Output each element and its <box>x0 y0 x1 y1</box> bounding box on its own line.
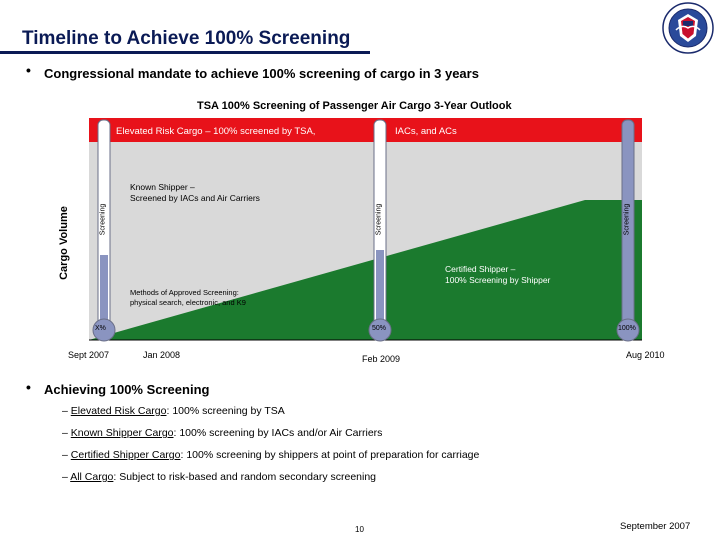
footer-date: September 2007 <box>620 521 691 532</box>
achieving-bullet: Achieving 100% Screening <box>44 382 210 397</box>
sub-item-text: : 100% screening by shippers at point of preparation for carriage <box>180 449 480 461</box>
thermometer-2-percent: 50% <box>372 325 387 332</box>
page-number: 10 <box>355 525 364 534</box>
page-title: Timeline to Achieve 100% Screening <box>22 28 351 49</box>
certified-shipper-label-line1: Certified Shipper – <box>445 264 516 274</box>
sub-item-label: All Cargo <box>70 471 114 483</box>
sub-item-elevated: – Elevated Risk Cargo: 100% screening by TSA <box>62 405 285 417</box>
thermometer-2-label: Screening <box>375 203 383 236</box>
sub-item-label: Elevated Risk Cargo <box>70 405 167 417</box>
thermometer-1-percent: X% <box>95 325 106 332</box>
sub-item-all: – All Cargo: Subject to risk-based and random secondary screening <box>62 471 377 483</box>
known-shipper-label-line1: Known Shipper – <box>130 182 195 192</box>
thermometer-3-label: Screening <box>623 203 631 236</box>
sub-item-known: – Known Shipper Cargo: 100% screening by IACs and/or Air Carriers <box>62 427 383 439</box>
thermometer-1-label: Screening <box>99 203 107 236</box>
methods-label-line1: Methods of Approved Screening: <box>130 288 239 297</box>
sub-item-text: : 100% screening by TSA <box>166 405 285 417</box>
sub-item-label: Known Shipper Cargo <box>70 427 174 439</box>
elevated-label-left: Elevated Risk Cargo – 100% screened by TSA, <box>116 126 316 137</box>
certified-shipper-label-line2: 100% Screening by Shipper <box>445 275 551 285</box>
mandate-bullet: Congressional mandate to achieve 100% screening of cargo in 3 years <box>44 66 479 81</box>
chart-title: TSA 100% Screening of Passenger Air Cargo 3-Year Outlook <box>197 100 512 112</box>
date-label-4: Aug 2010 <box>626 350 665 360</box>
bullet-dot: • <box>26 379 31 395</box>
methods-label-line2: physical search, electronic, and K9 <box>130 298 246 307</box>
date-label-2: Jan 2008 <box>143 350 181 360</box>
y-axis-label: Cargo Volume <box>58 206 70 280</box>
known-shipper-label-line2: Screened by IACs and Air Carriers <box>130 193 260 203</box>
sub-item-label: Certified Shipper Cargo <box>70 449 181 461</box>
date-label-3: Feb 2009 <box>362 354 401 364</box>
sub-item-certified: – Certified Shipper Cargo: 100% screening by shippers at point of preparation for carriage <box>62 449 480 461</box>
bullet-dot: • <box>26 62 31 78</box>
date-label-1: Sept 2007 <box>68 350 110 360</box>
sub-item-text: : Subject to risk-based and random secondary screening <box>113 471 377 483</box>
elevated-label-right: IACs, and ACs <box>395 126 457 137</box>
sub-item-text: : 100% screening by IACs and/or Air Carriers <box>173 427 383 439</box>
thermometer-3-percent: 100% <box>618 325 636 332</box>
